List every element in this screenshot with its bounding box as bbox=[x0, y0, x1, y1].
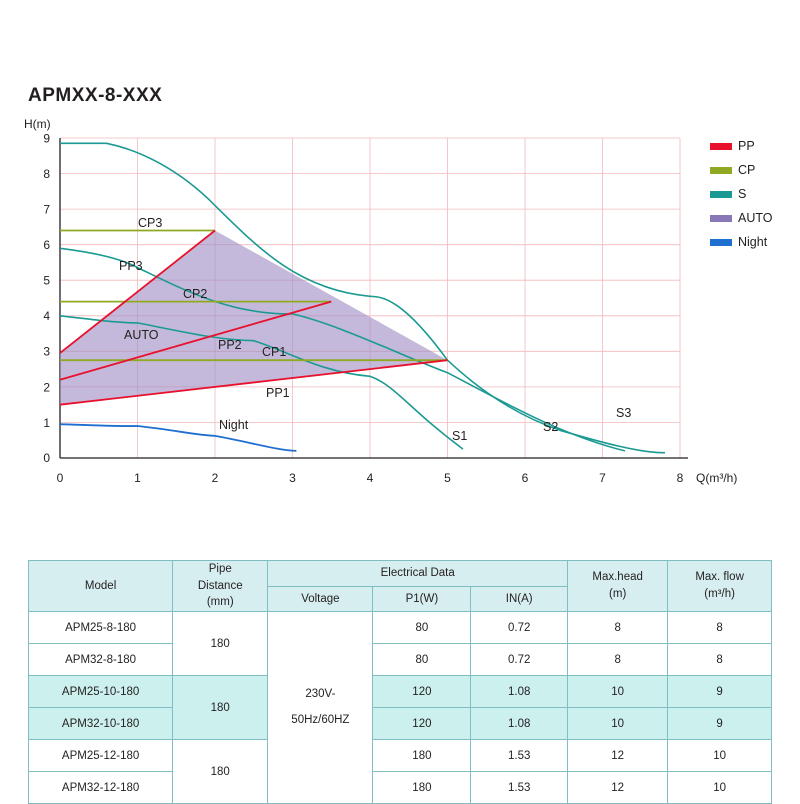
cell-flow-1: 8 bbox=[668, 612, 772, 644]
cell-pipe-3: 180 bbox=[173, 740, 268, 804]
x-tick-2: 2 bbox=[211, 471, 219, 485]
header-max-head-unit: (m) bbox=[609, 588, 627, 600]
header-voltage: Voltage bbox=[268, 586, 373, 612]
header-max-flow bbox=[668, 561, 772, 612]
legend-swatch-auto bbox=[710, 215, 732, 222]
table-header-row-1 bbox=[29, 561, 772, 587]
chart-legend bbox=[710, 139, 773, 249]
cell-head-2: 8 bbox=[568, 644, 668, 676]
header-model: Model bbox=[29, 561, 173, 612]
table-row bbox=[29, 708, 772, 740]
y-tick-6: 6 bbox=[43, 238, 50, 253]
header-max-flow-unit: (m³/h) bbox=[704, 588, 735, 600]
y-axis-label: H(m) bbox=[24, 117, 51, 131]
cell-head-3: 10 bbox=[568, 676, 668, 708]
header-max-head bbox=[568, 561, 668, 612]
cell-model-5: APM25-12-180 bbox=[29, 740, 173, 772]
label-cp2: CP2 bbox=[183, 287, 208, 301]
cell-p1-2: 80 bbox=[373, 644, 471, 676]
cell-in-1: 0.72 bbox=[471, 612, 568, 644]
header-p1: P1(W) bbox=[373, 586, 471, 612]
cell-p1-1: 80 bbox=[373, 612, 471, 644]
label-s3: S3 bbox=[616, 406, 632, 420]
x-tick-7: 7 bbox=[599, 471, 606, 485]
pump-performance-chart bbox=[0, 110, 800, 510]
table-row bbox=[29, 676, 772, 708]
legend-swatch-pp bbox=[710, 143, 732, 150]
y-tick-0: 0 bbox=[43, 451, 50, 465]
cell-flow-2: 8 bbox=[668, 644, 772, 676]
cell-in-2: 0.72 bbox=[471, 644, 568, 676]
label-s2: S2 bbox=[543, 420, 559, 434]
header-pipe-distance-line2: Distance bbox=[197, 579, 243, 592]
legend-swatch-s bbox=[710, 191, 732, 198]
cell-model-2: APM32-8-180 bbox=[29, 644, 173, 676]
cell-p1-3: 120 bbox=[373, 676, 471, 708]
label-night: Night bbox=[219, 418, 249, 432]
x-tick-3: 3 bbox=[289, 471, 296, 485]
legend-label-cp: CP bbox=[738, 163, 756, 177]
x-tick-1: 1 bbox=[134, 471, 141, 485]
cell-flow-4: 9 bbox=[668, 708, 772, 740]
x-tick-5: 5 bbox=[444, 471, 451, 485]
label-cp3: CP3 bbox=[138, 216, 163, 230]
cell-model-1: APM25-8-180 bbox=[29, 612, 173, 644]
table-row bbox=[29, 740, 772, 772]
x-tick-6: 6 bbox=[521, 471, 529, 485]
label-pp1: PP1 bbox=[266, 386, 290, 400]
header-max-head-line1: Max.head bbox=[592, 571, 643, 584]
cell-voltage-line1: 230V- bbox=[305, 688, 336, 701]
x-axis-label: Q(m³/h) bbox=[696, 471, 738, 485]
y-tick-8: 8 bbox=[43, 167, 50, 181]
x-tick-0: 0 bbox=[56, 471, 64, 485]
cell-pipe-2: 180 bbox=[173, 676, 268, 740]
page-title: APMXX-8-XXX bbox=[28, 85, 163, 106]
table-row bbox=[29, 644, 772, 676]
cell-voltage bbox=[268, 612, 373, 804]
cell-in-5: 1.53 bbox=[471, 740, 568, 772]
cell-head-6: 12 bbox=[568, 772, 668, 804]
legend-label-auto: AUTO bbox=[738, 211, 773, 225]
legend-label-pp: PP bbox=[738, 139, 755, 153]
cell-head-4: 10 bbox=[568, 708, 668, 740]
label-cp1: CP1 bbox=[262, 345, 287, 359]
specification-table bbox=[28, 560, 772, 804]
table-row bbox=[29, 772, 772, 804]
cell-flow-3: 9 bbox=[668, 676, 772, 708]
cell-p1-6: 180 bbox=[373, 772, 471, 804]
legend-label-s: S bbox=[738, 187, 747, 201]
y-tick-2: 2 bbox=[43, 380, 50, 395]
legend-swatch-night bbox=[710, 239, 732, 246]
cell-flow-5: 10 bbox=[668, 740, 772, 772]
x-tick-4: 4 bbox=[366, 471, 374, 485]
cell-pipe-1: 180 bbox=[173, 612, 268, 676]
y-tick-5: 5 bbox=[43, 273, 50, 288]
header-in: IN(A) bbox=[471, 586, 568, 612]
header-electrical-data: Electrical Data bbox=[268, 561, 568, 587]
cell-in-3: 1.08 bbox=[471, 676, 568, 708]
table-row bbox=[29, 612, 772, 644]
y-tick-3: 3 bbox=[43, 344, 50, 359]
header-pipe-distance bbox=[173, 561, 268, 612]
cell-model-6: APM32-12-180 bbox=[29, 772, 173, 804]
y-tick-7: 7 bbox=[43, 202, 50, 217]
y-tick-4: 4 bbox=[43, 309, 50, 324]
cell-in-4: 1.08 bbox=[471, 708, 568, 740]
cell-model-4: APM32-10-180 bbox=[29, 708, 173, 740]
label-auto: AUTO bbox=[124, 328, 159, 342]
header-pipe-distance-line1: Pipe bbox=[208, 563, 232, 575]
chart-svg bbox=[0, 110, 800, 510]
cell-head-1: 8 bbox=[568, 612, 668, 644]
x-tick-8: 8 bbox=[676, 471, 684, 485]
cell-p1-4: 120 bbox=[373, 708, 471, 740]
label-pp3: PP3 bbox=[119, 259, 143, 273]
legend-swatch-cp bbox=[710, 167, 732, 174]
header-max-flow-line1: Max. flow bbox=[695, 571, 744, 584]
y-tick-1: 1 bbox=[43, 415, 50, 430]
label-s1: S1 bbox=[452, 429, 468, 443]
cell-model-3: APM25-10-180 bbox=[29, 676, 173, 708]
cell-voltage-line2: 50Hz/60HZ bbox=[291, 713, 350, 726]
header-pipe-distance-line3: (mm) bbox=[206, 596, 234, 609]
label-pp2: PP2 bbox=[218, 338, 242, 352]
cell-head-5: 12 bbox=[568, 740, 668, 772]
cell-p1-5: 180 bbox=[373, 740, 471, 772]
y-tick-9: 9 bbox=[43, 131, 50, 146]
legend-label-night: Night bbox=[738, 235, 768, 249]
cell-in-6: 1.53 bbox=[471, 772, 568, 804]
cell-flow-6: 10 bbox=[668, 772, 772, 804]
